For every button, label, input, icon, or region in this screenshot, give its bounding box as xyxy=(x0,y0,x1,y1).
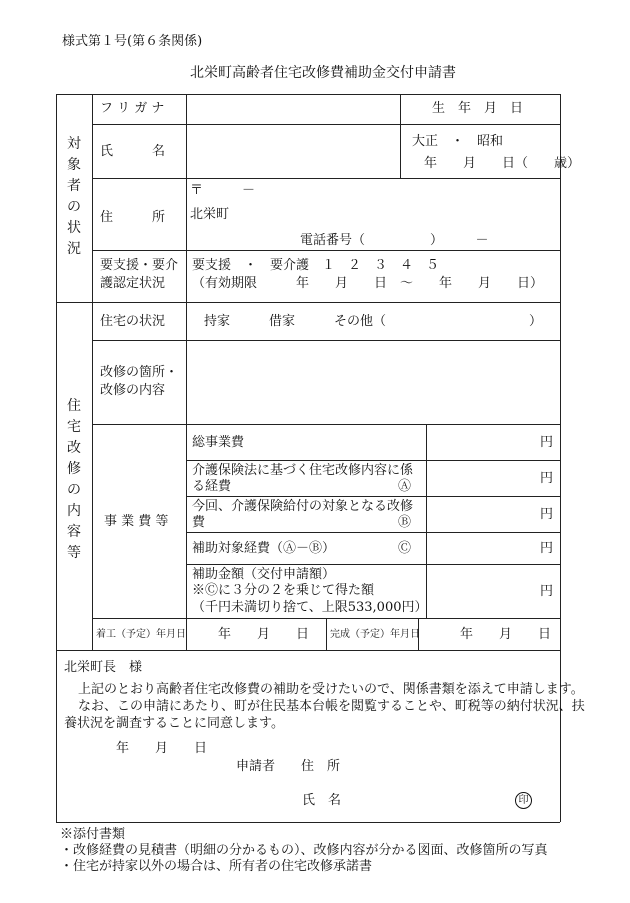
birth-label: 生 年 月 日 xyxy=(432,101,524,116)
housing-options: 持家 借家 その他（ ） xyxy=(204,314,543,329)
mark-a: Ⓐ xyxy=(398,479,412,494)
cost-row-label: 総事業費 xyxy=(192,435,245,450)
end-date-label: 完成（予定）年月日 xyxy=(330,629,420,640)
cost-row-label: 費 xyxy=(192,515,206,530)
yen-unit: 円 xyxy=(540,471,554,486)
name-label: 氏 名 xyxy=(100,144,166,159)
applicant-address-label: 申請者 住 所 xyxy=(236,759,341,774)
address-town: 北栄町 xyxy=(190,207,230,222)
address-label: 住 所 xyxy=(100,210,166,225)
addressee: 北栄町長 様 xyxy=(64,660,143,675)
section-label-renovation: 住宅改修の内容等 xyxy=(67,398,81,561)
form-number: 様式第１号(第６条関係) xyxy=(62,34,203,49)
yen-unit: 円 xyxy=(540,541,554,556)
section-label-subject: 対象者の状況 xyxy=(67,136,81,257)
repair-label-line2: 改修の内容 xyxy=(100,383,166,398)
attachment-item: ・改修経費の見積書（明細の分かるもの）、改修内容が分かる図面、改修箇所の写真 xyxy=(60,843,548,858)
postal-code-field: 〒 － xyxy=(190,183,256,198)
application-date: 年 月 日 xyxy=(116,741,208,756)
yen-unit: 円 xyxy=(540,435,554,450)
declaration-line1: 上記のとおり高齢者住宅改修費の補助を受けたいので、関係書類を添えて申請します。 xyxy=(78,682,584,697)
care-validity: （有効期限 年 月 日 ～ 年 月 日） xyxy=(192,276,544,291)
cost-row-label: 補助金額（交付申請額） xyxy=(192,567,336,582)
phone-field: 電話番号（ ） － xyxy=(300,233,489,248)
cost-row-label: 補助対象経費（Ⓐ－Ⓑ） xyxy=(192,541,336,556)
seal-mark: 印 xyxy=(515,792,532,809)
mark-b: Ⓑ xyxy=(398,515,412,530)
cost-row-label: ※Ⓒに３分の２を乗じて得た額 xyxy=(192,583,375,598)
care-label-line1: 要支援・要介 xyxy=(100,258,179,273)
attachments-title: ※添付書類 xyxy=(60,827,126,842)
start-date-field: 年 月 日 xyxy=(218,627,310,642)
yen-unit: 円 xyxy=(540,507,554,522)
attachment-item: ・住宅が持家以外の場合は、所有者の住宅改修承諾書 xyxy=(60,859,373,874)
repair-label-line1: 改修の箇所・ xyxy=(100,365,179,380)
furigana-label: フ リ ガ ナ xyxy=(100,101,165,116)
cost-row-label: 今回、介護保険給付の対象となる改修 xyxy=(192,499,414,514)
cost-row-label: る経費 xyxy=(192,479,232,494)
yen-unit: 円 xyxy=(540,584,554,599)
housing-label: 住宅の状況 xyxy=(100,314,166,329)
declaration-line2: なお、この申請にあたり、町が住民基本台帳を閲覧することや、町税等の納付状況、扶 xyxy=(78,699,585,714)
cost-label: 事 業 費 等 xyxy=(104,514,169,529)
care-levels: 要支援 ・ 要介護 １ ２ ３ ４ ５ xyxy=(192,258,440,273)
mark-c: Ⓒ xyxy=(398,541,412,556)
declaration-line3: 養状況を調査することに同意します。 xyxy=(64,716,284,731)
cost-row-label: 介護保険法に基づく住宅改修内容に係 xyxy=(192,463,414,478)
care-label-line2: 護認定状況 xyxy=(100,276,166,291)
end-date-field: 年 月 日 xyxy=(460,627,552,642)
start-date-label: 着工（予定）年月日 xyxy=(96,629,186,640)
applicant-name-label: 氏 名 xyxy=(302,793,342,808)
cost-row-label: （千円未満切り捨て、上限533,000円） xyxy=(192,600,428,615)
birth-date-field: 年 月 日（ 歳） xyxy=(424,156,581,171)
era-options: 大正 ・ 昭和 xyxy=(412,134,504,149)
form-title: 北栄町高齢者住宅改修費補助金交付申請書 xyxy=(190,65,456,81)
